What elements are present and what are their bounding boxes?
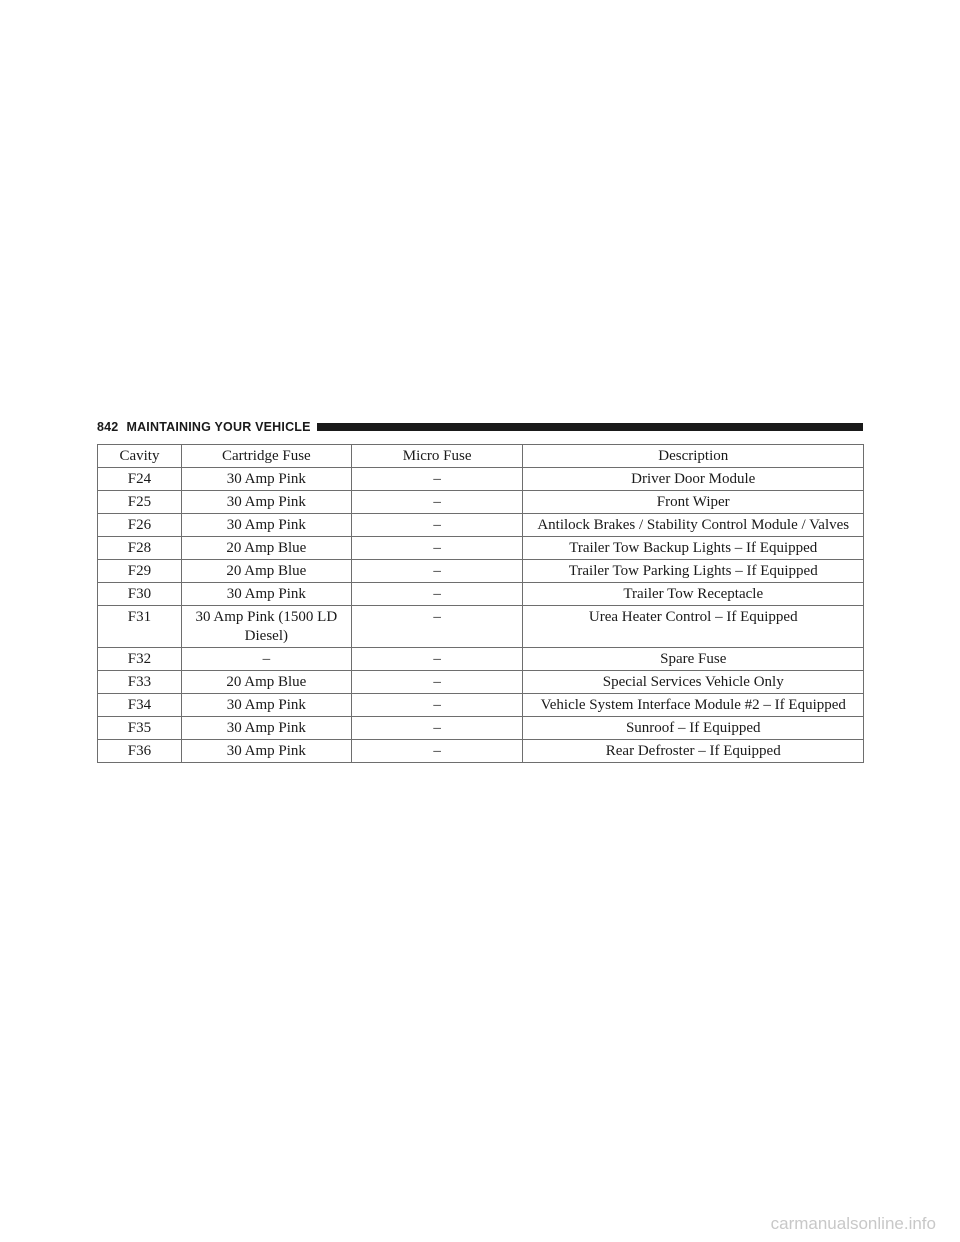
fuse-table [97,444,864,763]
table-row [98,740,864,763]
micro-fuse-cell: – [351,671,523,694]
table-header-row [98,445,864,468]
table-row [98,671,864,694]
table-row [98,468,864,491]
table-row [98,560,864,583]
cavity-cell: F29 [98,560,182,583]
cartridge-fuse-cell: – [181,648,351,671]
section-title: MAINTAINING YOUR VEHICLE [126,420,311,434]
micro-fuse-cell: – [351,648,523,671]
header-rule [317,423,863,431]
micro-fuse-cell: – [351,560,523,583]
cavity-cell: F26 [98,514,182,537]
micro-fuse-cell: – [351,537,523,560]
cavity-cell: F24 [98,468,182,491]
cartridge-fuse-cell: 30 Amp Pink [181,717,351,740]
description-cell: Trailer Tow Backup Lights – If Equipped [523,537,864,560]
cavity-cell: F31 [98,606,182,648]
description-cell: Urea Heater Control – If Equipped [523,606,864,648]
table-row [98,514,864,537]
cavity-cell: F34 [98,694,182,717]
column-header-cartridge-fuse: Cartridge Fuse [181,445,351,468]
watermark: carmanualsonline.info [770,1214,936,1233]
cartridge-fuse-cell: 30 Amp Pink [181,694,351,717]
micro-fuse-cell: – [351,491,523,514]
table-row [98,491,864,514]
description-cell: Spare Fuse [523,648,864,671]
micro-fuse-cell: – [351,606,523,648]
cavity-cell: F30 [98,583,182,606]
description-cell: Rear Defroster – If Equipped [523,740,864,763]
table-row [98,537,864,560]
micro-fuse-cell: – [351,583,523,606]
column-header-cavity: Cavity [98,445,182,468]
cartridge-fuse-cell: 30 Amp Pink [181,468,351,491]
cartridge-fuse-cell: 30 Amp Pink [181,740,351,763]
page-number: 842 [97,420,119,434]
description-cell: Trailer Tow Parking Lights – If Equipped [523,560,864,583]
cartridge-fuse-cell: 20 Amp Blue [181,560,351,583]
description-cell: Special Services Vehicle Only [523,671,864,694]
cartridge-fuse-cell: 30 Amp Pink (1500 LD Diesel) [181,606,351,648]
micro-fuse-cell: – [351,740,523,763]
cartridge-fuse-cell: 30 Amp Pink [181,491,351,514]
cavity-cell: F25 [98,491,182,514]
table-row [98,717,864,740]
cavity-cell: F36 [98,740,182,763]
micro-fuse-cell: – [351,514,523,537]
table-row [98,694,864,717]
description-cell: Trailer Tow Receptacle [523,583,864,606]
running-header [97,418,863,436]
description-cell: Driver Door Module [523,468,864,491]
cartridge-fuse-cell: 20 Amp Blue [181,537,351,560]
description-cell: Antilock Brakes / Stability Control Module / Valves [523,514,864,537]
micro-fuse-cell: – [351,717,523,740]
description-cell: Sunroof – If Equipped [523,717,864,740]
cartridge-fuse-cell: 30 Amp Pink [181,583,351,606]
micro-fuse-cell: – [351,468,523,491]
cavity-cell: F33 [98,671,182,694]
description-cell: Front Wiper [523,491,864,514]
cartridge-fuse-cell: 30 Amp Pink [181,514,351,537]
cavity-cell: F28 [98,537,182,560]
micro-fuse-cell: – [351,694,523,717]
column-header-description: Description [523,445,864,468]
description-cell: Vehicle System Interface Module #2 – If Equipped [523,694,864,717]
table-row [98,606,864,648]
table-row [98,648,864,671]
column-header-micro-fuse: Micro Fuse [351,445,523,468]
table-row [98,583,864,606]
cavity-cell: F35 [98,717,182,740]
cartridge-fuse-cell: 20 Amp Blue [181,671,351,694]
cavity-cell: F32 [98,648,182,671]
